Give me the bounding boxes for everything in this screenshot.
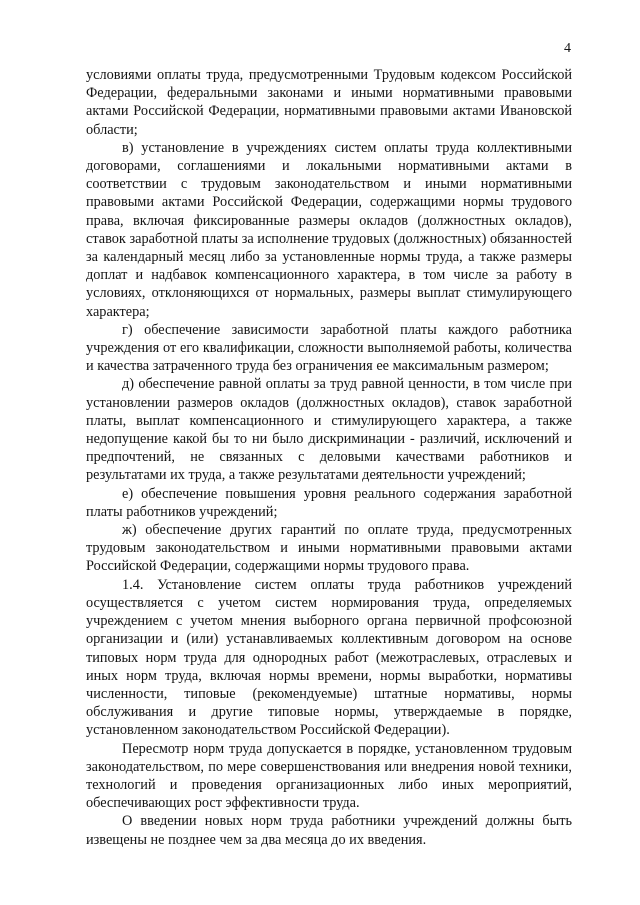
- paragraph-item-d: д) обеспечение равной оплаты за труд равной ценности, в том числе при установлении размеров окладов (должностных окладов), ставок заработной платы, выплат компенсационного и стимулирующего характера, а также недопущение какой бы то ни было дискриминации - различий, исключений и предпочтений, не связанных с деловыми качествами работников и результатами их труда, а также результатами деятельности учреждений;: [86, 376, 572, 484]
- document-body: [86, 66, 572, 849]
- paragraph-norms-notice: О введении новых норм труда работники учреждений должны быть извещены не позднее чем за два месяца до их введения.: [86, 813, 572, 848]
- paragraph-section-1-4: 1.4. Установление систем оплаты труда работников учреждений осуществляется с учетом систем нормирования труда, определяемых учреждением с учетом мнения выборного органа первичной профсоюзной организации и (или) устанавливаемых коллективным договором на основе типовых норм труда для однородных работ (межотраслевых, отраслевых и иных норм труда, включая нормы времени, нормы выработки, нормативы численности, типовые (рекомендуемые) штатные нормативы, нормы обслуживания и другие типовые нормы, утверждаемые в порядке, установленном законодательством Российской Федерации).: [86, 576, 572, 739]
- paragraph-norms-revision: Пересмотр норм труда допускается в порядке, установленном трудовым законодательством, по мере совершенствования или внедрения новой техники, технологий и проведения организационных либо иных мероприятий, обеспечивающих рост эффективности труда.: [86, 740, 572, 812]
- paragraph-continuation: условиями оплаты труда, предусмотренными Трудовым кодексом Российской Федерации, федеральными законами и иными нормативными правовыми актами Российской Федерации, нормативными правовыми актами Ивановской области;: [86, 67, 572, 138]
- paragraph-item-zh: ж) обеспечение других гарантий по оплате труда, предусмотренных трудовым законодательством и иными нормативными правовыми актами Российской Федерации, содержащими нормы трудового права.: [86, 522, 572, 575]
- paragraph-item-g: г) обеспечение зависимости заработной платы каждого работника учреждения от его квалификации, сложности выполняемой работы, количества и качества затраченного труда без ограничения ее максимальным размером;: [86, 321, 572, 375]
- paragraph-item-e: е) обеспечение повышения уровня реального содержания заработной платы работников учреждений;: [86, 485, 572, 520]
- paragraph-item-v: в) установление в учреждениях систем оплаты труда коллективными договорами, соглашениями и локальными нормативными актами в соответствии с трудовым законодательством и иными нормативными правовыми актами Российской Федерации, содержащими нормы трудового права, включая фиксированные размеры окладов (должностных окладов), ставок заработной платы за исполнение трудовых (должностных) обязанностей за календарный месяц либо за установленные нормы труда, а также размеры доплат и надбавок компенсационного характера, в том числе за работу в условиях, отклоняющихся от нормальных, размеры выплат стимулирующего характера;: [86, 139, 572, 320]
- page-number: 4: [564, 41, 571, 56]
